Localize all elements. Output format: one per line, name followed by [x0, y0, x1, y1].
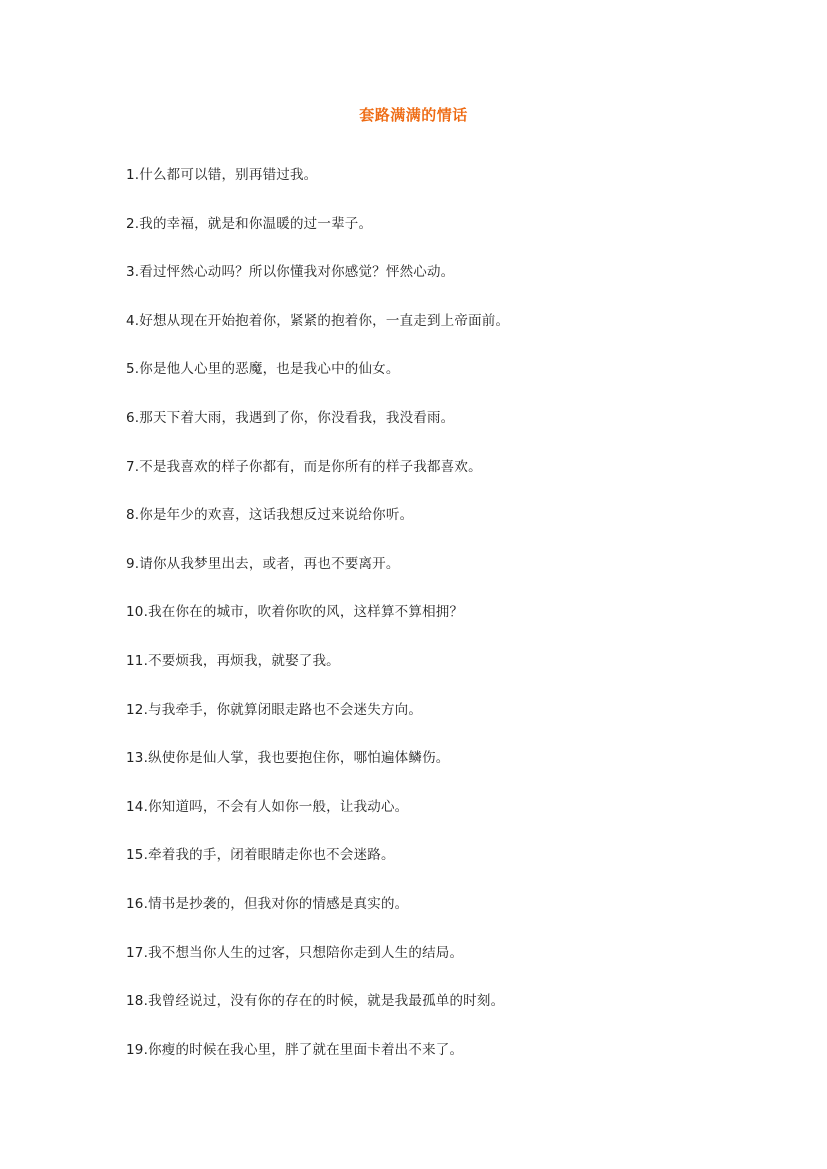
pickup-line: 7.不是我喜欢的样子你都有，而是你所有的样子我都喜欢。	[126, 458, 482, 475]
pickup-lines-list	[126, 165, 766, 1088]
pickup-line: 15.牵着我的手，闭着眼睛走你也不会迷路。	[126, 847, 395, 864]
pickup-line: 12.与我牵手，你就算闭眼走路也不会迷失方向。	[126, 701, 423, 718]
pickup-line: 1.什么都可以错，别再错过我。	[126, 167, 318, 183]
pickup-line: 5.你是他人心里的恶魔，也是我心中的仙女。	[126, 361, 400, 378]
pickup-line: 14.你知道吗，不会有人如你一般，让我动心。	[126, 798, 409, 815]
pickup-line: 16.情书是抄袭的，但我对你的情感是真实的。	[126, 895, 409, 912]
pickup-line: 4.好想从现在开始抱着你，紧紧的抱着你，一直走到上帝面前。	[126, 312, 510, 329]
pickup-line: 2.我的幸福，就是和你温暖的过一辈子。	[126, 215, 373, 232]
pickup-line: 19.你瘦的时候在我心里，胖了就在里面卡着出不来了。	[126, 1041, 464, 1058]
pickup-line: 18.我曾经说过，没有你的存在的时候，就是我最孤单的时刻。	[126, 993, 505, 1010]
pickup-line: 10.我在你在的城市，吹着你吹的风，这样算不算相拥？	[126, 604, 464, 621]
pickup-line: 6.那天下着大雨，我遇到了你，你没看我，我没看雨。	[126, 409, 455, 426]
pickup-line: 17.我不想当你人生的过客，只想陪你走到人生的结局。	[126, 944, 464, 961]
pickup-line: 11.不要烦我，再烦我，就娶了我。	[126, 652, 340, 669]
document-title: 套路满满的情话	[359, 106, 468, 124]
pickup-line: 3.看过怦然心动吗？所以你懂我对你感觉？怦然心动。	[126, 264, 455, 281]
pickup-line: 13.纵使你是仙人掌，我也要抱住你，哪怕遍体鳞伤。	[126, 750, 450, 767]
pickup-line: 9.请你从我梦里出去，或者，再也不要离开。	[126, 555, 400, 572]
pickup-line: 8.你是年少的欢喜，这话我想反过来说给你听。	[126, 507, 414, 524]
